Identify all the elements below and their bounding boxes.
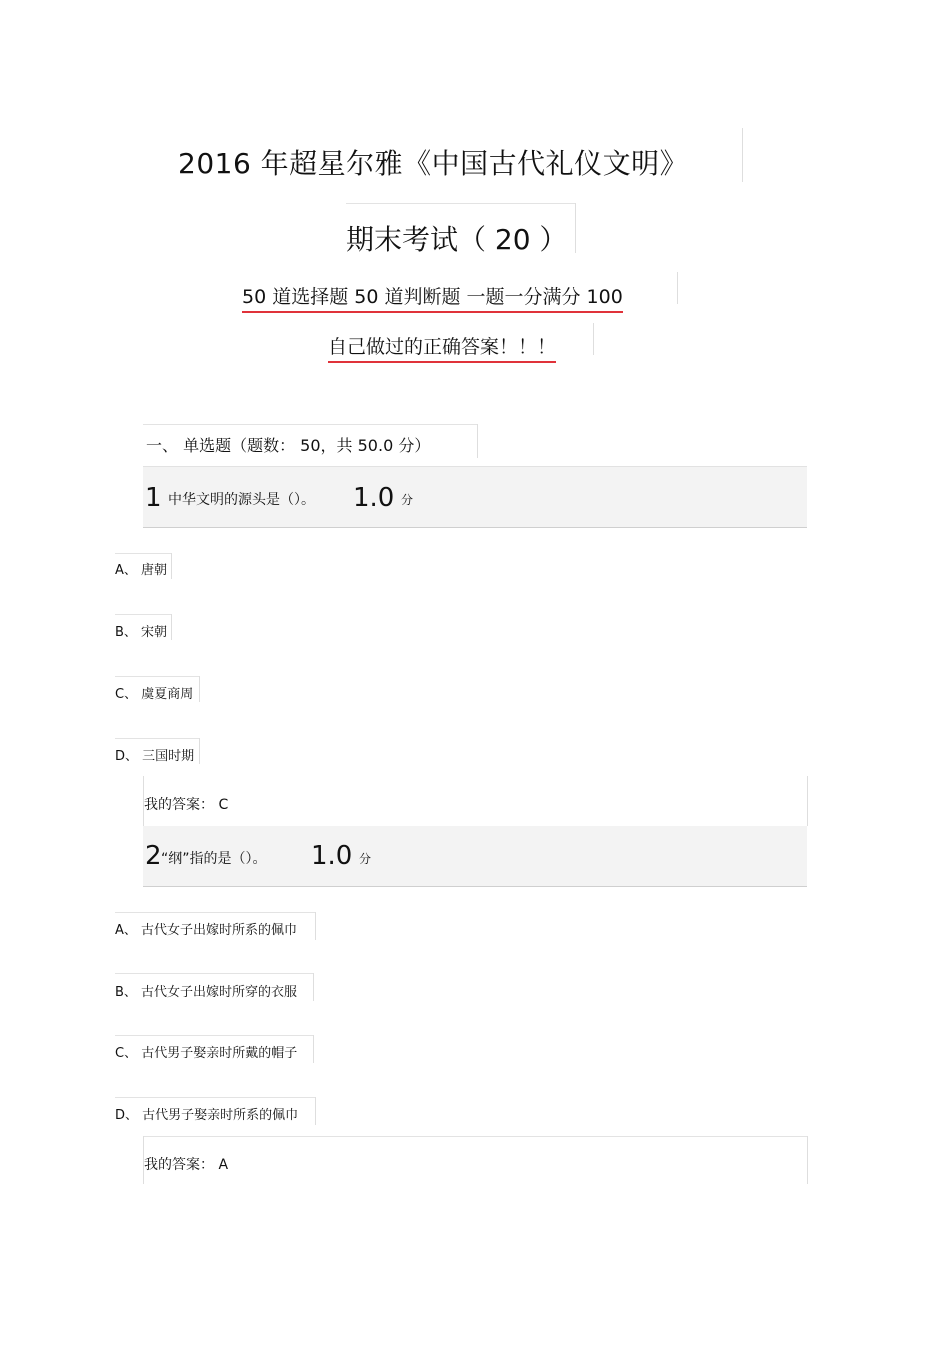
divider: [199, 676, 200, 702]
question-header: [143, 466, 807, 528]
divider: [313, 1035, 314, 1063]
divider: [115, 1097, 315, 1098]
divider: [807, 1136, 808, 1184]
option-a[interactable]: A、 唐朝: [115, 563, 168, 578]
divider: [593, 323, 594, 355]
question-number: 2: [145, 841, 162, 871]
question-text: “纲”指的是（）。: [161, 851, 267, 867]
divider: [313, 973, 314, 1001]
score-unit: 分: [401, 493, 414, 507]
option-d[interactable]: D、 三国时期: [115, 749, 195, 764]
divider: [575, 203, 576, 253]
option-c[interactable]: C、 虞夏商周: [115, 687, 194, 702]
question-text: 中华文明的源头是（）。: [168, 492, 315, 508]
option-c[interactable]: C、 古代男子娶亲时所戴的帽子: [115, 1046, 298, 1061]
divider: [315, 912, 316, 940]
page-title: 2016 年超星尔雅《中国古代礼仪文明》: [178, 147, 689, 180]
divider: [315, 1097, 316, 1125]
my-answer: 我的答案： A: [144, 1157, 229, 1173]
my-answer: 我的答案： C: [144, 797, 229, 813]
divider: [115, 738, 199, 739]
divider: [115, 553, 171, 554]
divider: [115, 973, 313, 974]
divider: [115, 1035, 313, 1036]
divider: [346, 203, 575, 204]
divider: [143, 1136, 807, 1137]
section-heading: 一、 单选题（题数： 50，共 50.0 分）: [146, 436, 431, 455]
score-unit: 分: [359, 852, 372, 866]
question-score: 1.0: [353, 483, 395, 513]
divider: [171, 553, 172, 579]
divider: [742, 128, 743, 182]
divider: [171, 614, 172, 640]
divider: [199, 738, 200, 764]
divider: [115, 614, 171, 615]
option-d[interactable]: D、 古代男子娶亲时所系的佩巾: [115, 1108, 299, 1123]
divider: [677, 272, 678, 304]
question-header: [143, 826, 807, 887]
divider: [115, 912, 315, 913]
option-b[interactable]: B、 古代女子出嫁时所穿的衣服: [115, 985, 298, 1000]
divider: [115, 676, 199, 677]
divider: [143, 424, 477, 425]
question-score: 1.0: [311, 841, 353, 871]
page-subtitle: 期末考试（ 20 ）: [346, 223, 568, 256]
divider: [807, 776, 808, 826]
note-line: 自己做过的正确答案！！！: [328, 332, 556, 363]
option-a[interactable]: A、 古代女子出嫁时所系的佩巾: [115, 923, 298, 938]
option-b[interactable]: B、 宋朝: [115, 625, 168, 640]
divider: [477, 424, 478, 458]
question-number: 1: [145, 483, 162, 513]
summary-line: 50 道选择题 50 道判断题 一题一分满分 100: [242, 282, 623, 313]
